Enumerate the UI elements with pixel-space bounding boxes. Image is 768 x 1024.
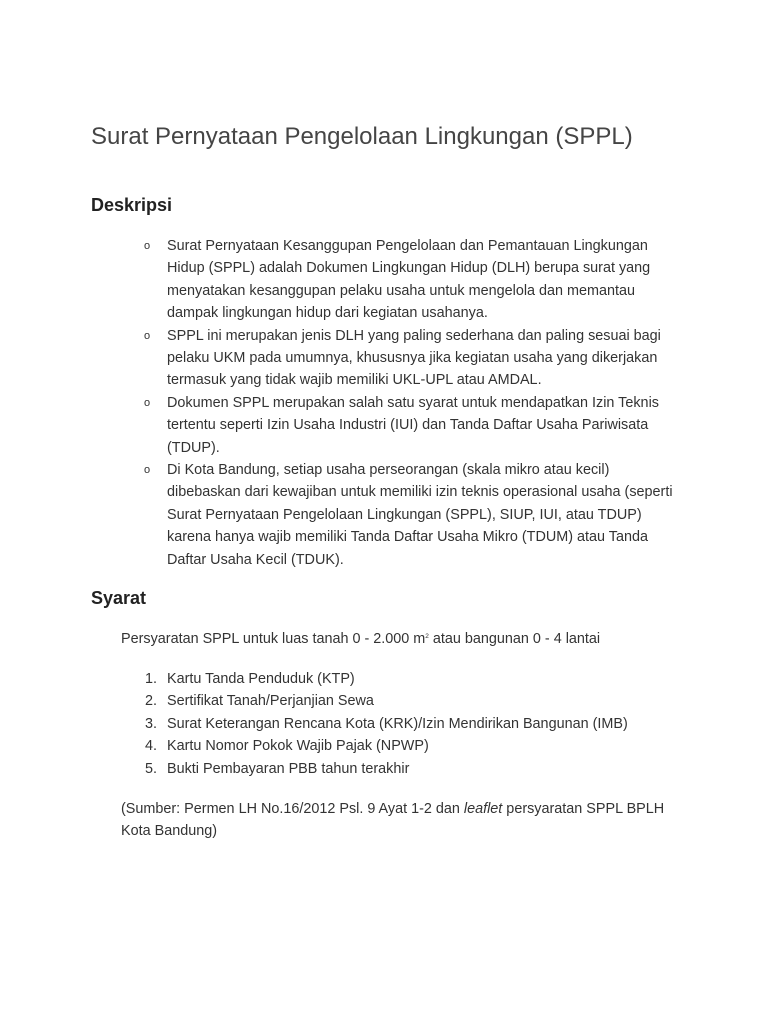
numbered-item [0,758,768,780]
bullet-line: tertentu seperti Izin Usaha Industri (IUI) dan Tanda Daftar Usaha Pariwisata [167,417,649,434]
item-number: 5. [144,760,157,777]
item-number: 3. [144,715,157,732]
requirements-intro [121,628,600,650]
bullet-line: Surat Pernyataan Kesanggupan Pengelolaan dan Pemantauan Lingkungan [167,238,648,254]
item-text: Sertifikat Tanah/Perjanjian Sewa [167,693,374,710]
bullet-marker: o [144,396,151,409]
bullet-line: SPPL ini merupakan jenis DLH yang paling sederhana dan paling sesuai bagi [167,327,661,344]
numbered-item [0,668,768,690]
bullet-marker: o [144,240,151,252]
bullet-line: dibebaskan dari kewajiban untuk memiliki izin teknis operasional usaha (seperti [167,484,673,501]
numbered-item [0,713,768,735]
source-line: Kota Bandung) [121,823,218,840]
numbered-item [0,735,768,757]
source-text: persyaratan SPPL BPLH [502,801,665,817]
item-text: Kartu Nomor Pokok Wajib Pajak (NPWP) [167,738,429,755]
item-number: 2. [144,693,157,710]
item-text: Kartu Tanda Penduduk (KTP) [167,671,355,687]
source-citation [121,798,664,843]
bullet-item [0,392,768,459]
requirements-numbered-list [0,668,768,780]
bullet-line: termasuk yang tidak wajib memiliki UKL-UPL atau AMDAL. [167,372,542,389]
item-text: Bukti Pembayaran PBB tahun terakhir [167,760,410,777]
bullet-line: pelaku UKM pada umumnya, khususnya jika kegiatan usaha yang dikerjakan [167,350,658,367]
page-title: Surat Pernyataan Pengelolaan Lingkungan (SPPL) [91,123,633,150]
bullet-line: (TDUP). [167,439,220,456]
bullet-line: Di Kota Bandung, setiap usaha perseorangan (skala mikro atau kecil) [167,462,610,479]
bullet-line: dampak lingkungan hidup dari kegiatan usahanya. [167,305,488,322]
bullet-line: Dokumen SPPL merupakan salah satu syarat untuk mendapatkan Izin Teknis [167,394,659,411]
intro-superscript: 2 [425,633,429,640]
source-italic-text: leaflet [463,801,503,817]
item-text: Surat Keterangan Rencana Kota (KRK)/Izin Mendirikan Bangunan (IMB) [167,715,628,732]
source-text: (Sumber: Permen LH No.16/2012 Psl. 9 Ayat 1-2 dan [121,801,464,817]
description-bullet-list [0,235,768,571]
bullet-line: menyatakan kesanggupan pelaku usaha untuk mengelola dan memantau [167,282,636,299]
item-number: 1. [144,671,157,687]
bullet-item [0,235,768,325]
section-heading-syarat: Syarat [91,588,147,608]
bullet-marker: o [144,464,151,477]
item-number: 4. [144,738,157,755]
bullet-item [0,459,768,571]
section-heading-deskripsi: Deskripsi [91,195,173,215]
bullet-line: karena hanya wajib memiliki Tanda Daftar Usaha Mikro (TDUM) atau Tanda [167,529,648,546]
bullet-item [0,325,768,392]
bullet-line: Surat Pernyataan Pengelolaan Lingkungan (SPPL), SIUP, IUI, atau TDUP) [167,506,642,523]
bullet-line: Daftar Usaha Kecil (TDUK). [167,551,344,568]
numbered-item [0,690,768,712]
bullet-line: Hidup (SPPL) adalah Dokumen Lingkungan Hidup (DLH) berupa surat yang [167,260,651,277]
intro-text-after: atau bangunan 0 - 4 lantai [428,631,601,647]
intro-text-before: Persyaratan SPPL untuk luas tanah 0 - 2.000 m [121,631,426,647]
bullet-marker: o [144,329,151,342]
source-line [121,798,664,820]
